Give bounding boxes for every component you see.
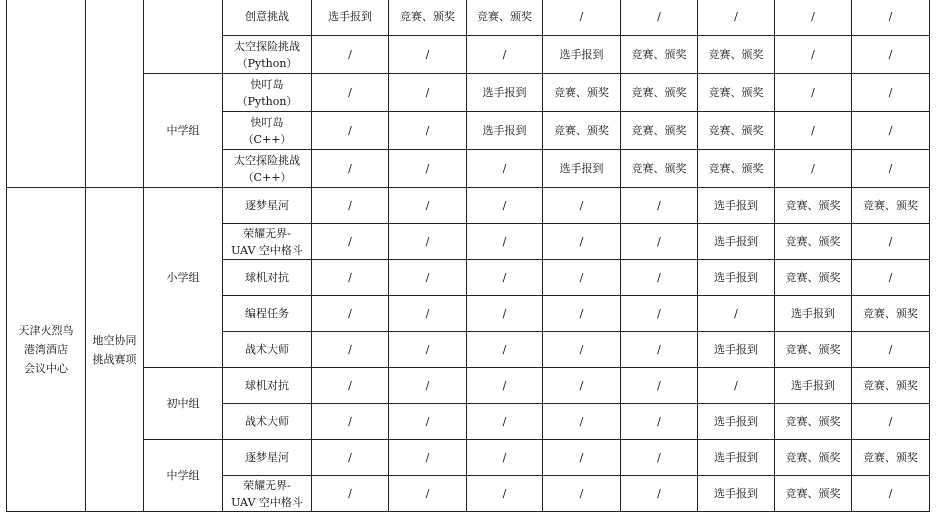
schedule-cell: / xyxy=(312,36,389,74)
schedule-cell: 竞赛、颁奖 xyxy=(775,332,852,368)
schedule-cell: 竞赛、颁奖 xyxy=(621,74,698,112)
cell-line: 创意挑战 xyxy=(245,10,289,23)
schedule-cell: 选手报到 xyxy=(698,476,775,512)
schedule-cell: / xyxy=(852,36,930,74)
schedule-cell: / xyxy=(621,0,698,36)
cell-line: 快叮岛 xyxy=(250,77,284,91)
venue-cell-continued xyxy=(7,0,86,188)
task-name-cell xyxy=(223,404,312,440)
schedule-cell: / xyxy=(389,368,467,404)
table-row xyxy=(7,368,930,404)
schedule-cell: / xyxy=(852,150,930,188)
schedule-cell: / xyxy=(775,0,852,36)
schedule-cell: / xyxy=(389,404,467,440)
cell-line: （C++） xyxy=(242,170,292,184)
schedule-cell: / xyxy=(852,476,930,512)
task-name-cell xyxy=(223,224,312,260)
schedule-cell: / xyxy=(775,74,852,112)
cell-line: （C++） xyxy=(242,132,292,146)
schedule-cell: / xyxy=(389,224,467,260)
schedule-cell: / xyxy=(543,476,621,512)
schedule-cell: / xyxy=(621,440,698,476)
schedule-cell: / xyxy=(312,368,389,404)
schedule-cell: / xyxy=(621,476,698,512)
task-name-cell xyxy=(223,112,312,150)
schedule-cell: / xyxy=(621,260,698,296)
task-name-cell xyxy=(223,188,312,224)
cell-line: 荣耀无界- xyxy=(243,226,291,240)
schedule-cell: / xyxy=(389,476,467,512)
schedule-cell: 竞赛、颁奖 xyxy=(852,440,930,476)
schedule-cell: / xyxy=(467,332,543,368)
cell-line: 荣耀无界- xyxy=(243,478,291,492)
cell-line: 球机对抗 xyxy=(245,271,289,284)
schedule-cell: / xyxy=(312,260,389,296)
schedule-cell: / xyxy=(467,36,543,74)
schedule-cell: 竞赛、颁奖 xyxy=(775,476,852,512)
group-label: 初中组 xyxy=(144,368,223,440)
schedule-cell: 选手报到 xyxy=(543,150,621,188)
cell-line: 球机对抗 xyxy=(245,379,289,392)
schedule-cell: / xyxy=(775,36,852,74)
schedule-cell: / xyxy=(467,296,543,332)
cell-line: 战术大师 xyxy=(245,343,289,356)
schedule-cell: / xyxy=(698,296,775,332)
schedule-cell: / xyxy=(312,112,389,150)
cell-line: 逐梦星河 xyxy=(245,451,289,464)
schedule-cell: / xyxy=(312,150,389,188)
schedule-cell: / xyxy=(543,296,621,332)
schedule-cell: / xyxy=(698,368,775,404)
cell-line: 港湾酒店 xyxy=(24,343,68,356)
cell-line: 太空探险挑战 xyxy=(234,39,300,53)
schedule-cell: / xyxy=(389,440,467,476)
schedule-cell: 竞赛、颁奖 xyxy=(621,150,698,188)
task-name-cell xyxy=(223,0,312,36)
schedule-cell: / xyxy=(467,188,543,224)
schedule-cell: / xyxy=(852,260,930,296)
schedule-cell: / xyxy=(543,224,621,260)
schedule-cell: 选手报到 xyxy=(698,404,775,440)
schedule-cell: / xyxy=(698,0,775,36)
schedule-cell: 竞赛、颁奖 xyxy=(621,112,698,150)
schedule-cell: / xyxy=(312,476,389,512)
schedule-cell: 选手报到 xyxy=(312,0,389,36)
schedule-cell: 选手报到 xyxy=(467,112,543,150)
schedule-cell: / xyxy=(389,296,467,332)
schedule-cell: 选手报到 xyxy=(775,368,852,404)
schedule-cell: / xyxy=(389,188,467,224)
schedule-table xyxy=(6,0,930,512)
schedule-cell: 竞赛、颁奖 xyxy=(775,404,852,440)
cell-line: 逐梦星河 xyxy=(245,199,289,212)
schedule-cell: / xyxy=(543,332,621,368)
schedule-cell: / xyxy=(621,404,698,440)
task-name-cell xyxy=(223,36,312,74)
schedule-cell: 竞赛、颁奖 xyxy=(775,188,852,224)
group-label: 小学组 xyxy=(144,188,223,368)
cell-line: 太空探险挑战 xyxy=(234,153,300,167)
schedule-cell: 竞赛、颁奖 xyxy=(775,260,852,296)
task-name-cell xyxy=(223,332,312,368)
cell-line: 会议中心 xyxy=(24,362,68,375)
cell-line: 战术大师 xyxy=(245,415,289,428)
group-label: 中学组 xyxy=(144,74,223,188)
schedule-cell: / xyxy=(852,224,930,260)
schedule-cell: 竞赛、颁奖 xyxy=(543,112,621,150)
cell-line: 挑战赛项 xyxy=(92,352,137,366)
schedule-cell: / xyxy=(621,368,698,404)
schedule-cell: / xyxy=(312,74,389,112)
task-name-cell xyxy=(223,74,312,112)
schedule-cell: / xyxy=(543,404,621,440)
schedule-cell: / xyxy=(467,224,543,260)
cell-line: （Python） xyxy=(236,56,298,70)
cell-line: （Python） xyxy=(236,94,298,108)
schedule-cell: / xyxy=(467,260,543,296)
schedule-cell: / xyxy=(312,296,389,332)
table-row xyxy=(7,0,930,36)
schedule-cell: 选手报到 xyxy=(543,36,621,74)
schedule-cell: 竞赛、颁奖 xyxy=(775,224,852,260)
schedule-cell: / xyxy=(312,332,389,368)
schedule-cell: / xyxy=(467,476,543,512)
schedule-cell: / xyxy=(543,0,621,36)
schedule-cell: / xyxy=(543,188,621,224)
group-cell-continued xyxy=(144,0,223,74)
schedule-cell: 选手报到 xyxy=(698,188,775,224)
task-name-cell xyxy=(223,440,312,476)
schedule-cell: / xyxy=(389,332,467,368)
table-row xyxy=(7,74,930,112)
schedule-cell: / xyxy=(389,112,467,150)
task-name-cell xyxy=(223,296,312,332)
cell-line: UAV 空中格斗 xyxy=(231,495,303,509)
schedule-cell: 选手报到 xyxy=(775,296,852,332)
schedule-cell: 竞赛、颁奖 xyxy=(775,440,852,476)
task-name-cell xyxy=(223,368,312,404)
schedule-cell: 竞赛、颁奖 xyxy=(698,36,775,74)
schedule-cell: 竞赛、颁奖 xyxy=(698,112,775,150)
task-name-cell xyxy=(223,476,312,512)
schedule-cell: 竞赛、颁奖 xyxy=(621,36,698,74)
schedule-cell: / xyxy=(467,440,543,476)
schedule-cell: 竞赛、颁奖 xyxy=(543,74,621,112)
schedule-cell: 竞赛、颁奖 xyxy=(698,150,775,188)
schedule-cell: / xyxy=(852,74,930,112)
schedule-cell: 选手报到 xyxy=(698,224,775,260)
event-cell xyxy=(86,188,144,512)
schedule-cell: / xyxy=(312,440,389,476)
schedule-cell: 竞赛、颁奖 xyxy=(852,368,930,404)
table-row xyxy=(7,440,930,476)
schedule-cell: / xyxy=(621,224,698,260)
cell-line: UAV 空中格斗 xyxy=(231,243,303,257)
schedule-cell: / xyxy=(852,0,930,36)
schedule-cell: / xyxy=(775,150,852,188)
schedule-cell: / xyxy=(621,296,698,332)
schedule-cell: 竞赛、颁奖 xyxy=(698,74,775,112)
schedule-cell: / xyxy=(312,224,389,260)
cell-line: 天津火烈鸟 xyxy=(18,324,74,337)
schedule-cell: / xyxy=(543,260,621,296)
schedule-cell: 选手报到 xyxy=(698,260,775,296)
schedule-cell: 选手报到 xyxy=(467,74,543,112)
task-name-cell xyxy=(223,260,312,296)
schedule-cell: 竞赛、颁奖 xyxy=(389,0,467,36)
schedule-cell: / xyxy=(467,150,543,188)
schedule-cell: / xyxy=(467,368,543,404)
schedule-cell: / xyxy=(467,404,543,440)
event-cell-continued xyxy=(86,0,144,188)
schedule-cell: / xyxy=(389,74,467,112)
schedule-cell: / xyxy=(852,332,930,368)
schedule-cell: 选手报到 xyxy=(698,332,775,368)
schedule-cell: / xyxy=(389,150,467,188)
schedule-cell: / xyxy=(312,404,389,440)
schedule-cell: 竞赛、颁奖 xyxy=(852,188,930,224)
group-label: 中学组 xyxy=(144,440,223,512)
schedule-cell: / xyxy=(389,36,467,74)
schedule-cell: 选手报到 xyxy=(698,440,775,476)
schedule-cell: / xyxy=(852,404,930,440)
cell-line: 编程任务 xyxy=(245,307,289,320)
venue-cell xyxy=(7,188,86,512)
table-row xyxy=(7,188,930,224)
schedule-cell: / xyxy=(621,332,698,368)
schedule-cell: / xyxy=(389,260,467,296)
schedule-cell: / xyxy=(543,440,621,476)
schedule-cell: / xyxy=(312,188,389,224)
schedule-cell: 竞赛、颁奖 xyxy=(467,0,543,36)
cell-line: 快叮岛 xyxy=(250,115,284,129)
task-name-cell xyxy=(223,150,312,188)
schedule-cell: / xyxy=(775,112,852,150)
schedule-cell: 竞赛、颁奖 xyxy=(852,296,930,332)
schedule-cell: / xyxy=(852,112,930,150)
schedule-cell: / xyxy=(543,368,621,404)
schedule-cell: / xyxy=(621,188,698,224)
cell-line: 地空协同 xyxy=(92,333,137,347)
